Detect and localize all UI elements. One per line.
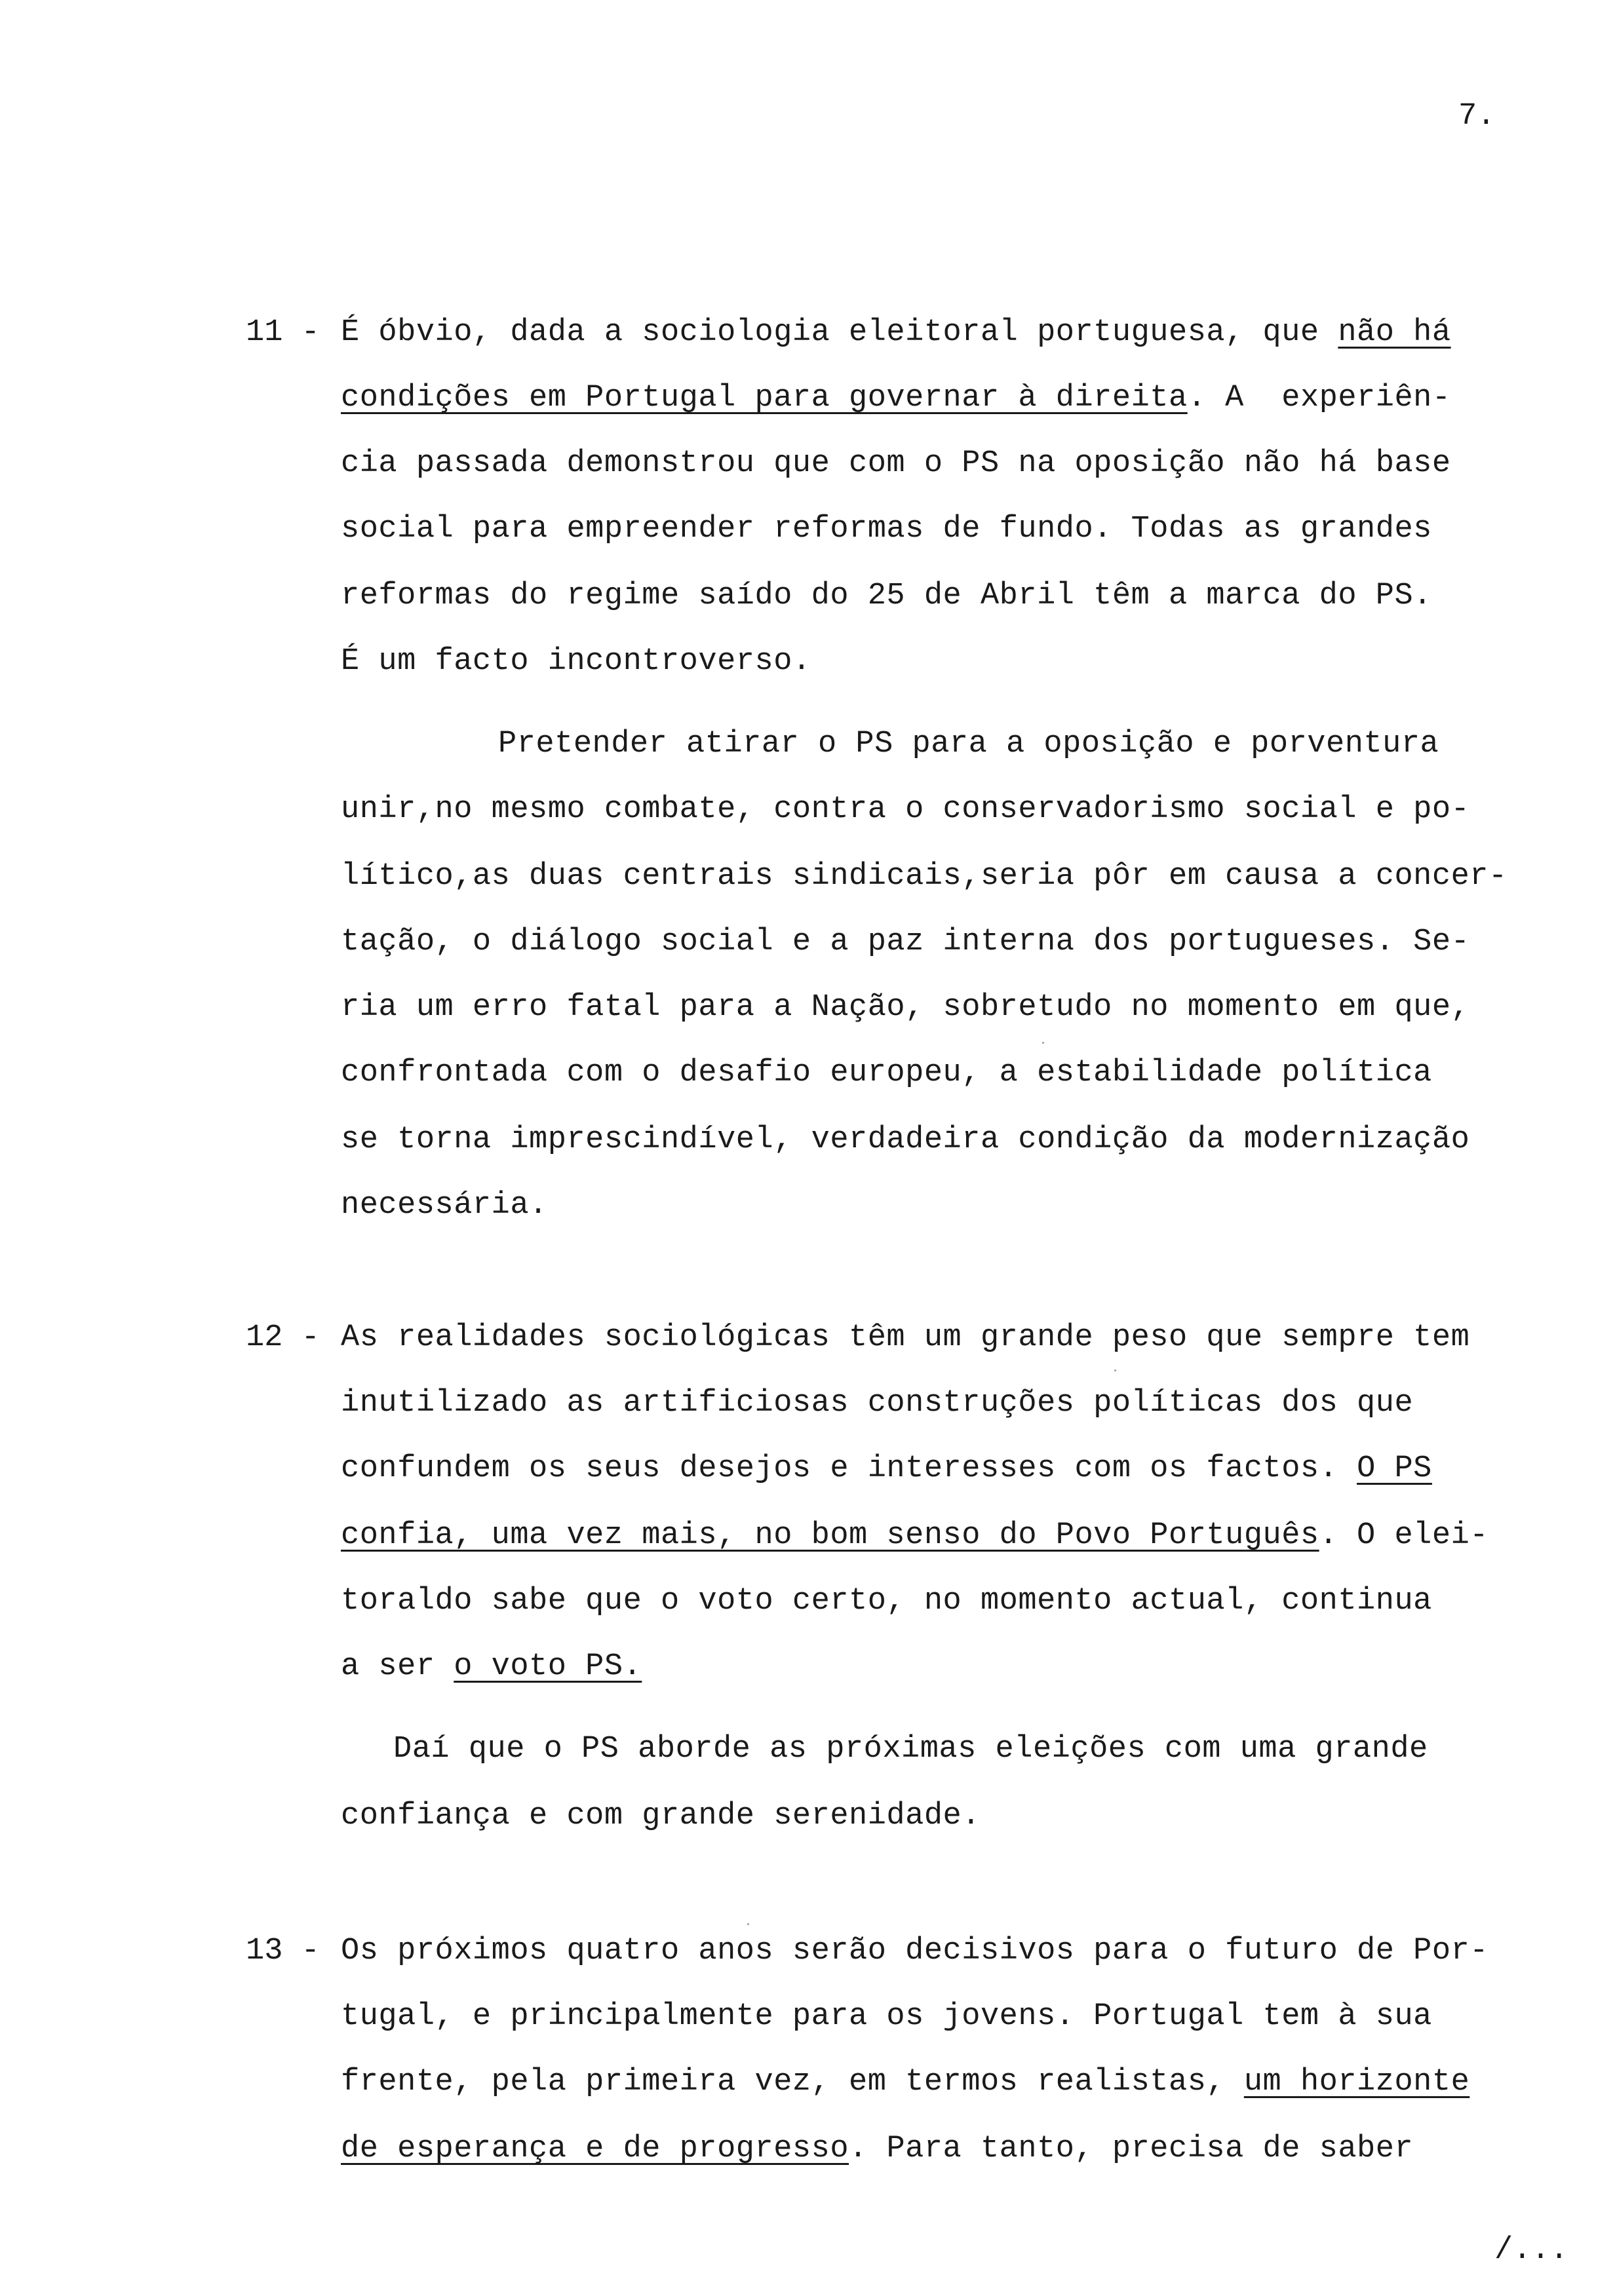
text-line: Daí que o PS aborde as próximas eleições com uma grande: [393, 1732, 1428, 1767]
section-number-12: 12 -: [246, 1320, 320, 1355]
text-line: de esperança e de progresso. Para tanto, precisa de saber: [341, 2132, 1414, 2166]
text-line: reformas do regime saído do 25 de Abril têm a marca do PS.: [341, 579, 1432, 613]
text-line: social para empreender reformas de fundo. Todas as grandes: [341, 512, 1432, 546]
text-line: confia, uma vez mais, no bom senso do Povo Português. O elei-: [341, 1518, 1489, 1553]
section-number-11: 11 -: [246, 315, 320, 350]
text-line: É óbvio, dada a sociologia eleitoral portuguesa, que não há: [341, 315, 1451, 350]
scan-speck: [1042, 1042, 1044, 1044]
underlined-text: o voto PS.: [454, 1649, 642, 1684]
text-line: se torna imprescindível, verdadeira condição da modernização: [341, 1122, 1470, 1157]
underlined-text: um horizonte: [1243, 2065, 1470, 2099]
text-line: tação, o diálogo social e a paz interna dos portugueses. Se-: [341, 925, 1470, 959]
text-line: confundem os seus desejos e interesses com os factos. O PS: [341, 1451, 1432, 1486]
scan-speck: [1114, 1369, 1116, 1371]
underlined-text: condições em Portugal para governar à direita: [341, 381, 1188, 415]
text-line: a ser o voto PS.: [341, 1649, 642, 1684]
underlined-text: não há: [1338, 315, 1451, 350]
scan-speck: [747, 1923, 749, 1925]
text-line: lítico,as duas centrais sindicais,seria pôr em causa a concer-: [341, 859, 1508, 894]
text-line: cia passada demonstrou que com o PS na oposição não há base: [341, 446, 1451, 481]
continuation-mark: /...: [1494, 2233, 1568, 2268]
text-line: inutilizado as artificiosas construções políticas dos que: [341, 1386, 1414, 1421]
text-line: frente, pela primeira vez, em termos realistas, um horizonte: [341, 2065, 1470, 2099]
text-line: toraldo sabe que o voto certo, no momento actual, continua: [341, 1584, 1432, 1618]
text-line: necessária.: [341, 1188, 548, 1223]
text-line: As realidades sociológicas têm um grande peso que sempre tem: [341, 1320, 1470, 1355]
page-number: 7.: [1458, 99, 1496, 134]
section-number-13: 13 -: [246, 1934, 320, 1968]
underlined-text: O PS: [1357, 1451, 1432, 1486]
text-line: Pretender atirar o PS para a oposição e porventura: [498, 727, 1439, 761]
text-line: confrontada com o desafio europeu, a estabilidade política: [341, 1056, 1432, 1090]
text-line: condições em Portugal para governar à direita. A experiên-: [341, 381, 1451, 415]
text-line: Os próximos quatro anos serão decisivos para o futuro de Por-: [341, 1934, 1489, 1968]
underlined-text: confia, uma vez mais, no bom senso do Povo Português: [341, 1518, 1319, 1553]
text-line: tugal, e principalmente para os jovens. Portugal tem à sua: [341, 1999, 1432, 2034]
underlined-text: de esperança e de progresso: [341, 2132, 849, 2166]
text-line: confiança e com grande serenidade.: [341, 1799, 981, 1833]
text-line: ria um erro fatal para a Nação, sobretudo no momento em que,: [341, 990, 1470, 1025]
text-line: É um facto incontroverso.: [341, 644, 811, 679]
text-line: unir,no mesmo combate, contra o conservadorismo social e po-: [341, 792, 1470, 827]
